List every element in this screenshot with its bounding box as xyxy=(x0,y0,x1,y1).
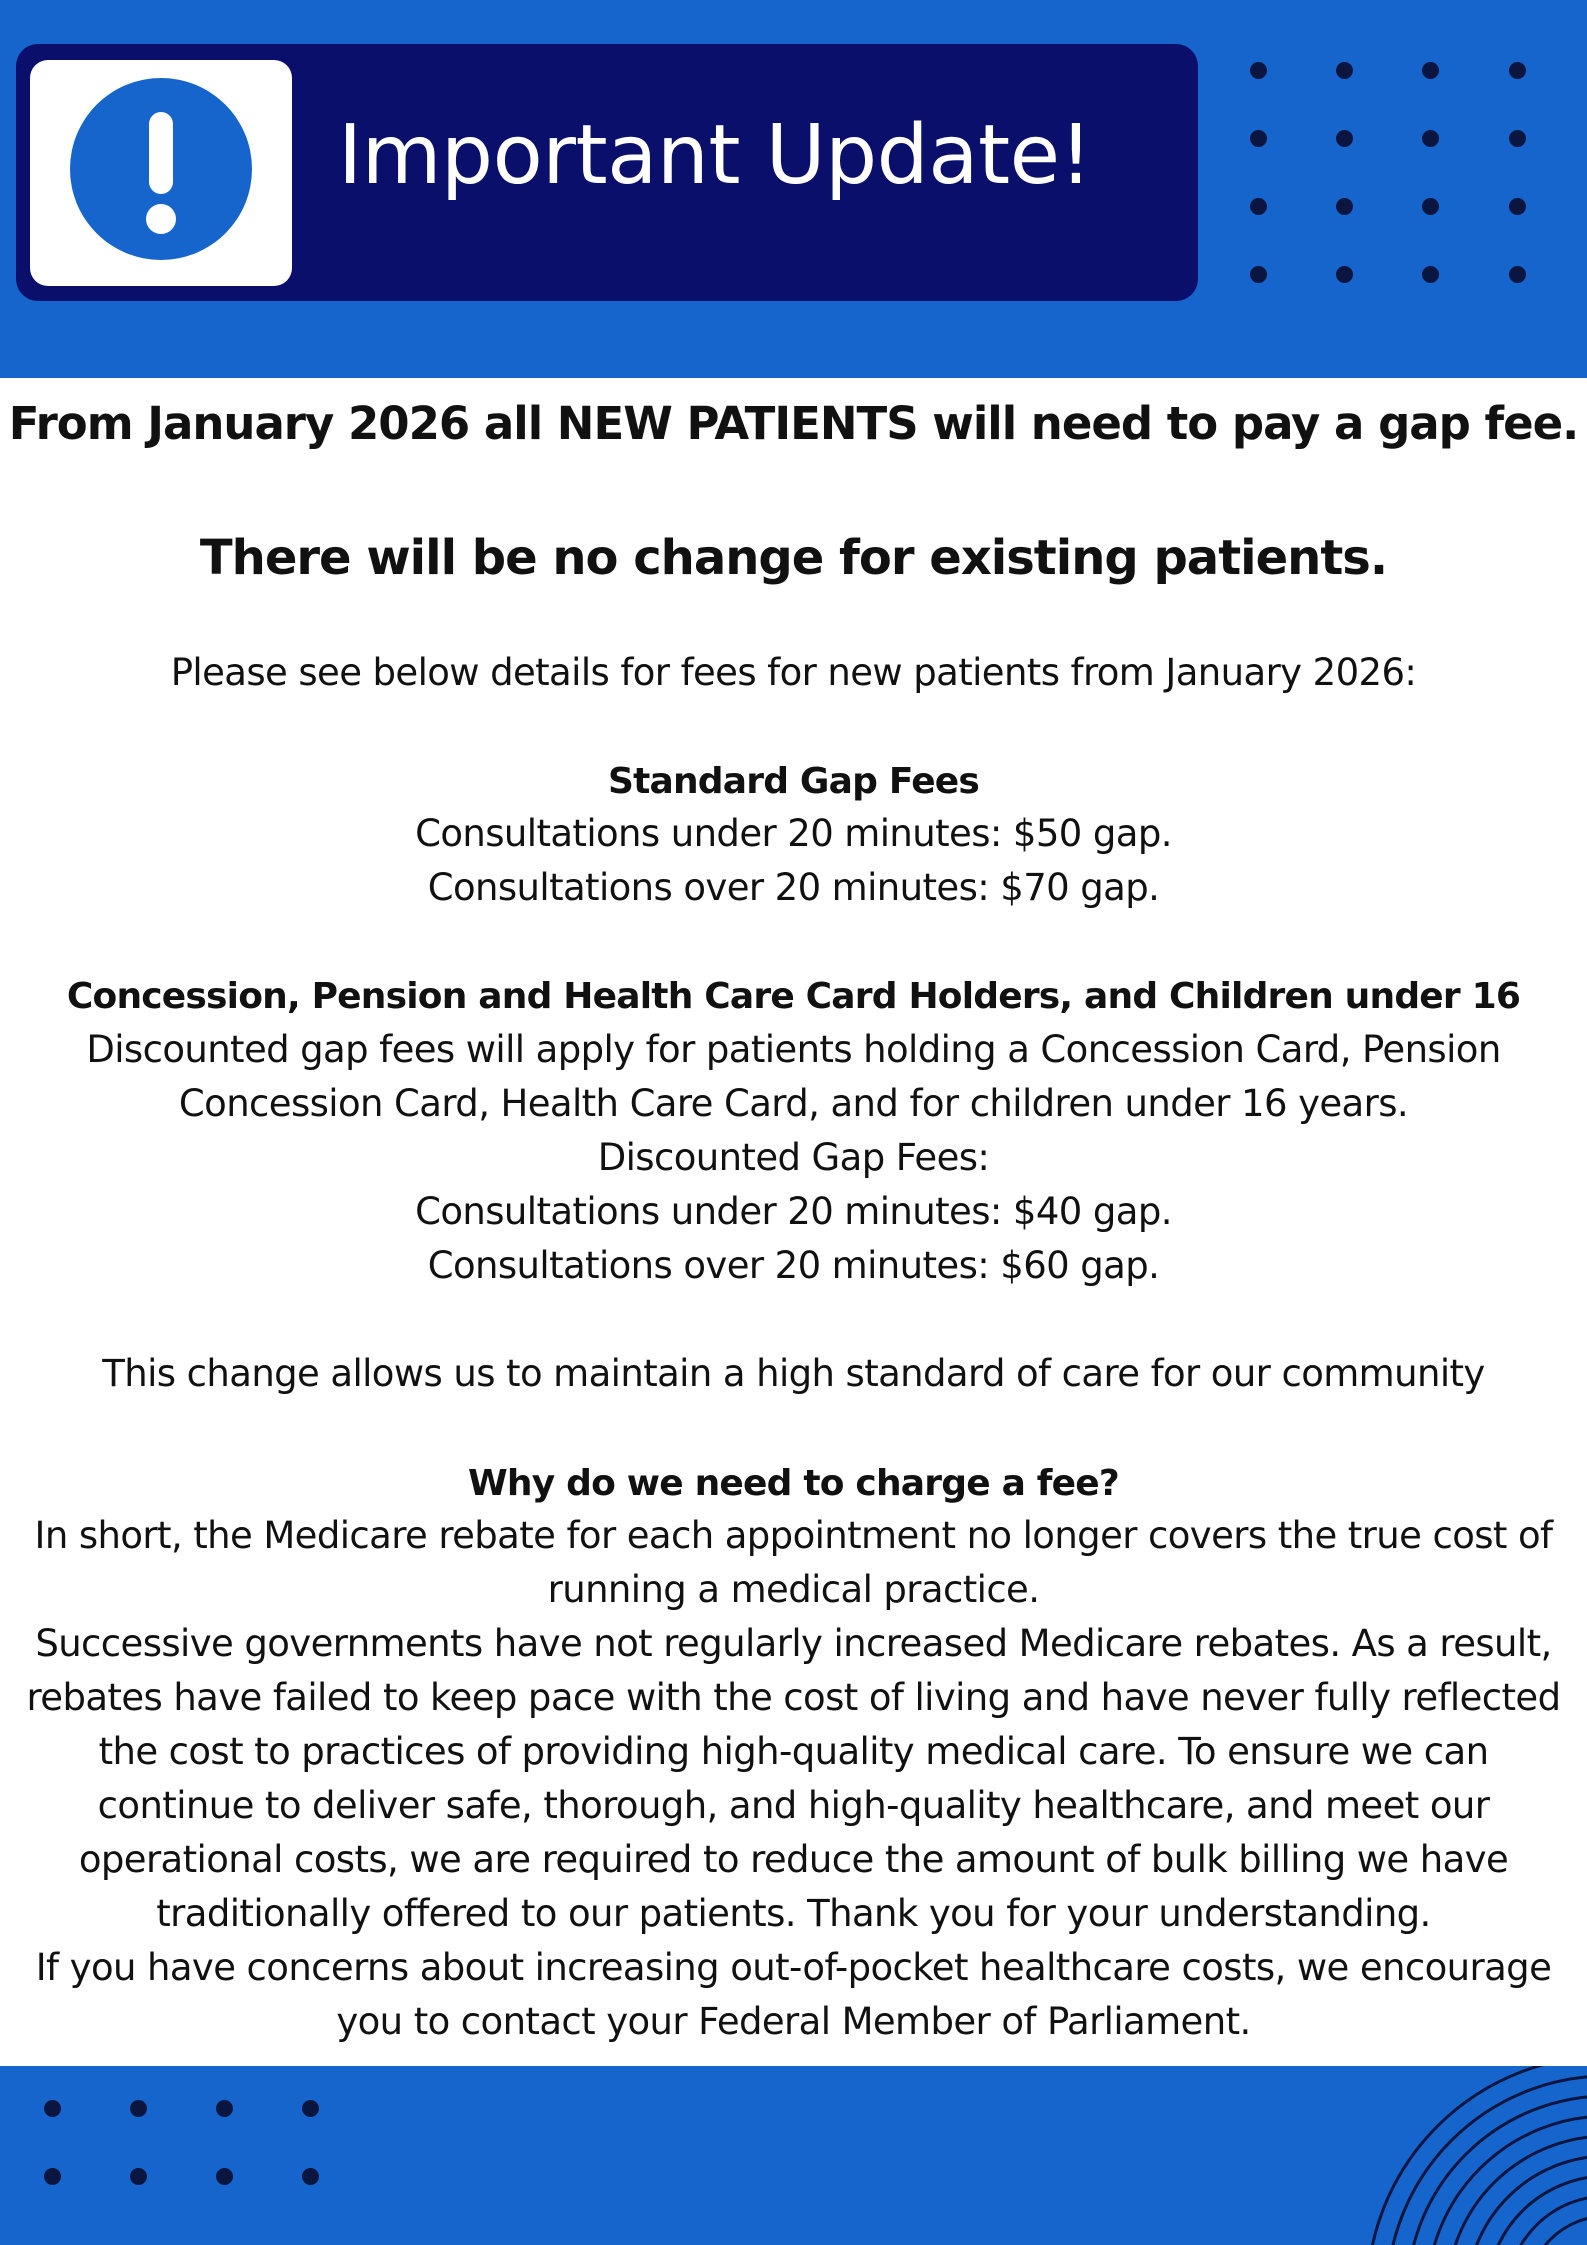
concession-desc-line: Concession Card, Health Care Card, and for children under 16 years. xyxy=(178,1082,1409,1125)
decorative-dot xyxy=(1250,198,1267,215)
decorative-dot xyxy=(302,2168,319,2185)
notice-subheadline: There will be no change for existing patients. xyxy=(199,530,1388,586)
decorative-dot xyxy=(1250,62,1267,79)
decorative-dot xyxy=(1250,266,1267,283)
exclamation-dot xyxy=(146,204,176,234)
decorative-dot xyxy=(1422,266,1439,283)
concession-heading: Concession, Pension and Health Care Card Holders, and Children under 16 xyxy=(66,976,1521,1017)
discounted-fee-over-20: Consultations over 20 minutes: $60 gap. xyxy=(427,1244,1160,1287)
decorative-dot xyxy=(44,2168,61,2185)
why-line: running a medical practice. xyxy=(547,1568,1040,1611)
decorative-dot xyxy=(1509,198,1526,215)
why-line: you to contact your Federal Member of Parliament. xyxy=(336,2000,1251,2043)
decorative-dot xyxy=(1336,130,1353,147)
why-line: If you have concerns about increasing out-of-pocket healthcare costs, we encourage xyxy=(35,1946,1552,1989)
why-line: traditionally offered to our patients. Thank you for your understanding. xyxy=(156,1892,1431,1935)
why-line: Successive governments have not regularly increased Medicare rebates. As a result, xyxy=(35,1622,1552,1665)
decorative-dot xyxy=(1509,130,1526,147)
discounted-fee-under-20: Consultations under 20 minutes: $40 gap. xyxy=(415,1190,1172,1233)
decorative-dot xyxy=(1509,266,1526,283)
standard-fees-heading: Standard Gap Fees xyxy=(607,761,980,802)
notice-intro: Please see below details for fees for new patients from January 2026: xyxy=(170,651,1417,694)
decorative-dot xyxy=(1422,130,1439,147)
footer-band xyxy=(0,2066,1587,2245)
exclamation-bar xyxy=(149,112,173,194)
decorative-dot xyxy=(130,2100,147,2117)
decorative-dot xyxy=(302,2100,319,2117)
why-line: continue to deliver safe, thorough, and high-quality healthcare, and meet our xyxy=(97,1784,1490,1827)
concession-desc-line: Discounted gap fees will apply for patients holding a Concession Card, Pension xyxy=(86,1028,1501,1071)
decorative-dot xyxy=(1336,62,1353,79)
discounted-fees-subheading: Discounted Gap Fees: xyxy=(597,1136,990,1179)
decorative-dot xyxy=(216,2168,233,2185)
decorative-arcs xyxy=(1337,2066,1587,2245)
why-line: the cost to practices of providing high-quality medical care. To ensure we can xyxy=(98,1730,1489,1773)
standard-of-care-text: This change allows us to maintain a high standard of care for our community xyxy=(102,1352,1485,1395)
decorative-dot xyxy=(1509,62,1526,79)
standard-fee-over-20: Consultations over 20 minutes: $70 gap. xyxy=(427,866,1160,909)
decorative-dot xyxy=(44,2100,61,2117)
decorative-dot xyxy=(130,2168,147,2185)
standard-fee-under-20: Consultations under 20 minutes: $50 gap. xyxy=(415,812,1172,855)
why-line: In short, the Medicare rebate for each appointment no longer covers the true cost of xyxy=(34,1514,1553,1557)
decorative-dot xyxy=(1422,198,1439,215)
decorative-dot xyxy=(1422,62,1439,79)
header-band xyxy=(0,0,1587,378)
why-line: rebates have failed to keep pace with the cost of living and have never fully reflected xyxy=(26,1676,1561,1719)
decorative-dot xyxy=(1336,198,1353,215)
page-title: Important Update! xyxy=(338,108,1092,203)
why-line: operational costs, we are required to reduce the amount of bulk billing we have xyxy=(78,1838,1509,1881)
decorative-dot xyxy=(216,2100,233,2117)
why-heading: Why do we need to charge a fee? xyxy=(468,1463,1119,1504)
notice-headline: From January 2026 all NEW PATIENTS will need to pay a gap fee. xyxy=(8,397,1579,450)
decorative-dot xyxy=(1336,266,1353,283)
decorative-dot xyxy=(1250,130,1267,147)
